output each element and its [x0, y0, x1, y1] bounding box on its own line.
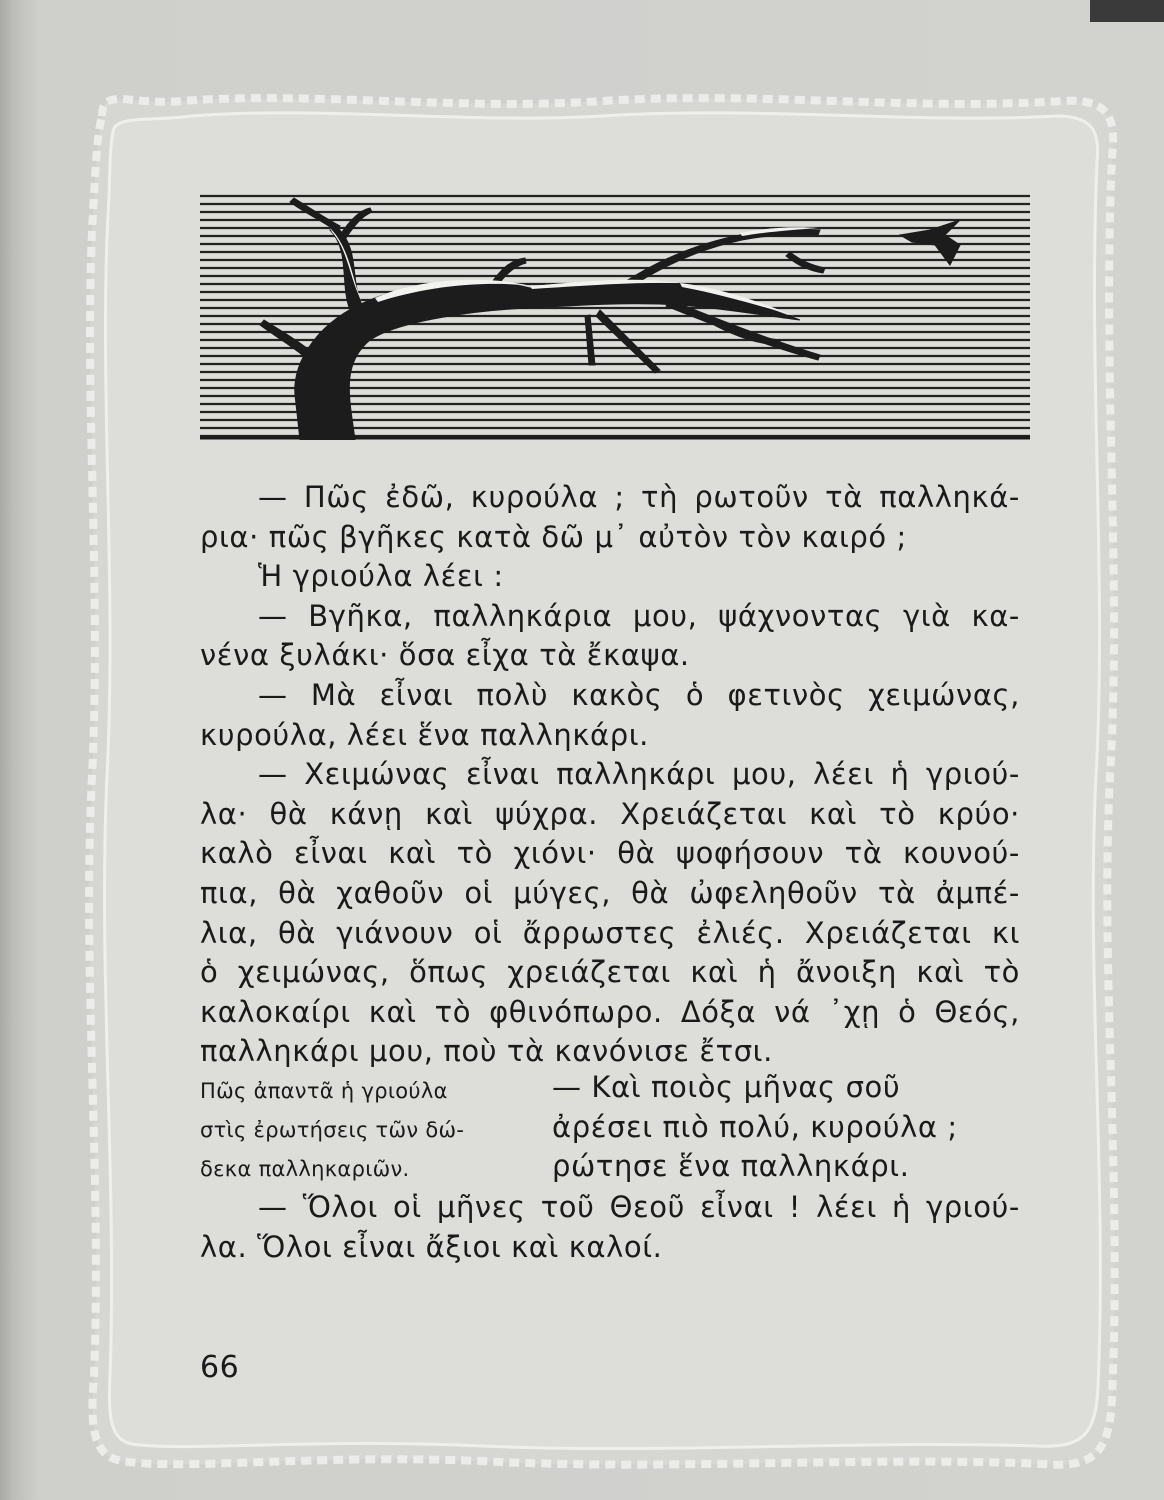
paragraph-line: ρια· πῶς βγῆκες κατὰ δῶ μ᾽ αὐτὸν τὸν καιρό ; — [200, 519, 907, 554]
margin-note-line: στὶς ἐρωτήσεις τῶν δώ- — [200, 1118, 465, 1142]
paragraph-line: ὁ χειμώνας, ὅπως χρειάζεται καὶ ἡ ἄνοιξη καὶ τὸ — [200, 955, 1020, 990]
paragraph-line: — Χειμώνας εἶναι παλληκάρι μου, λέει ἡ γριού- — [258, 757, 1020, 792]
paragraph-line: — Καὶ ποιὸς μῆνας σοῦ — [552, 1070, 901, 1104]
paragraph-line: παλληκάρι μου, ποὺ τὰ κανόνισε ἔτσι. — [200, 1034, 773, 1069]
paragraph-line: λια, θὰ γιάνουν οἱ ἄρρωστες ἐλιές. Χρειάζεται κι — [200, 915, 1020, 950]
paragraph-line: καλὸ εἶναι καὶ τὸ χιόνι· θὰ ψοφήσουν τὰ κουνού- — [200, 836, 1020, 871]
paragraph-line: — Μὰ εἶναι πολὺ κακὸς ὁ φετινὸς χειμώνας, — [258, 677, 1020, 712]
margin-note-line: Πῶς ἀπαντᾶ ἡ γριούλα — [200, 1079, 448, 1103]
paragraph-line: Ἡ γριούλα λέει : — [258, 559, 504, 594]
paragraph-line: ἀρέσει πιὸ πολύ, κυρούλα ; — [552, 1109, 958, 1144]
margin-note — [200, 1072, 550, 1189]
bird — [900, 220, 960, 265]
paragraph-line: ρώτησε ἕνα παλληκάρι. — [552, 1149, 910, 1184]
paragraph-line: καλοκαίρι καὶ τὸ φθινόπωρο. Δόξα νά ᾽χῃ ὁ Θεός, — [200, 994, 1020, 1029]
closing-paragraph — [200, 1188, 1020, 1267]
page-number: 66 — [200, 1350, 240, 1385]
paragraph-line: — Πῶς ἐδῶ, κυρούλα ; τὴ ρωτοῦν τὰ παλληκά- — [258, 480, 1020, 514]
paragraph-line: λα. Ὅλοι εἶναι ἄξιοι καὶ καλοί. — [200, 1229, 663, 1264]
paragraph-line: νένα ξυλάκι· ὅσα εἶχα τὰ ἔκαψα. — [200, 638, 690, 673]
paragraph-line: λα· θὰ κάνῃ καὶ ψύχρα. Χρειάζεται καὶ τὸ κρύο· — [200, 796, 1020, 831]
paragraph-line: — Ὅλοι οἱ μῆνες τοῦ Θεοῦ εἶναι ! λέει ἡ γριού- — [258, 1190, 1020, 1224]
paragraph-line: — Βγῆκα, παλληκάρια μου, ψάχνοντας γιὰ κα- — [258, 598, 1020, 633]
paragraph-line: πια, θὰ χαθοῦν οἱ μύγες, θὰ ὠφεληθοῦν τὰ ἀμπέ- — [200, 875, 1020, 910]
paragraph-line: κυρούλα, λέει ἕνα παλληκάρι. — [200, 717, 649, 752]
main-text — [200, 478, 1020, 1072]
margin-note-line: δεκα παλληκαριῶν. — [200, 1157, 410, 1181]
winter-branch-illustration — [200, 190, 1030, 440]
question-paragraph — [552, 1068, 1020, 1187]
binding-edge — [1090, 0, 1164, 22]
